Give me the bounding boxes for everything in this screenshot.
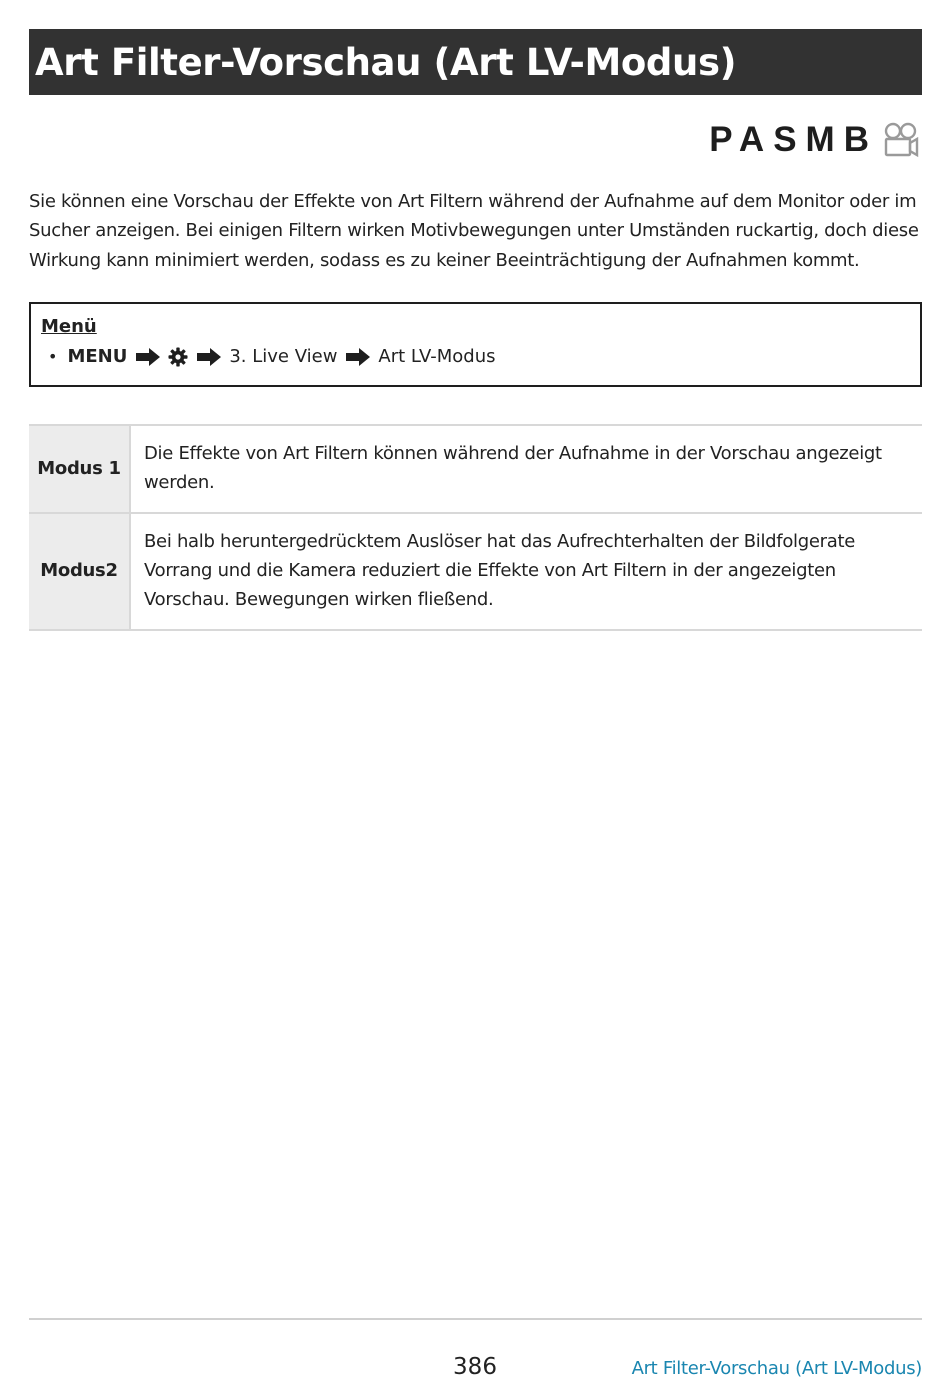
settings-table [29, 424, 922, 631]
row-description: Die Effekte von Art Filtern können während der Aufnahme in der Vorschau angezeigt werden. [130, 425, 922, 513]
title-bar [29, 29, 922, 95]
menu-item: Art LV-Modus [378, 346, 496, 367]
menu-step: 3. Live View [229, 346, 338, 367]
shooting-modes [709, 120, 920, 160]
intro-paragraph: Sie können eine Vorschau der Effekte von Art Filtern während der Aufnahme auf dem Monitor oder im Sucher anzeigen. Bei einigen Filtern wirken Motivbewegungen unter Umständen ruckartig, doch diese Wirkung kann minimiert werden, sodass es zu keiner Beeinträchtigung der Aufnahmen kommt. [29, 191, 919, 271]
menu-heading: Menü [41, 316, 97, 337]
menu-path [48, 342, 910, 372]
footer-chapter-link[interactable]: Art Filter-Vorschau (Art LV-Modus) [631, 1358, 922, 1379]
gear-icon [168, 347, 188, 367]
table-row [29, 513, 922, 630]
page-number: 386 [453, 1354, 497, 1380]
row-description: Bei halb heruntergedrücktem Auslöser hat das Aufrechterhalten der Bildfolgerate Vorrang und die Kamera reduziert die Effekte von Art Filtern in der angezeigten Vorschau. Bewegungen wirken fließend. [130, 513, 922, 630]
arrow-right-icon [196, 347, 222, 367]
bullet: • [48, 347, 58, 366]
row-label: Modus 1 [29, 425, 130, 513]
arrow-right-icon [135, 347, 161, 367]
footer-divider [29, 1318, 922, 1320]
arrow-right-icon [345, 347, 371, 367]
table-row [29, 425, 922, 513]
menu-key: MENU [67, 346, 128, 367]
page-title: Art Filter-Vorschau (Art LV-Modus) [35, 40, 737, 84]
movie-camera-icon [882, 122, 920, 158]
mode-letters: PASMB [709, 120, 878, 159]
row-label: Modus2 [29, 513, 130, 630]
menu-box [29, 302, 922, 387]
